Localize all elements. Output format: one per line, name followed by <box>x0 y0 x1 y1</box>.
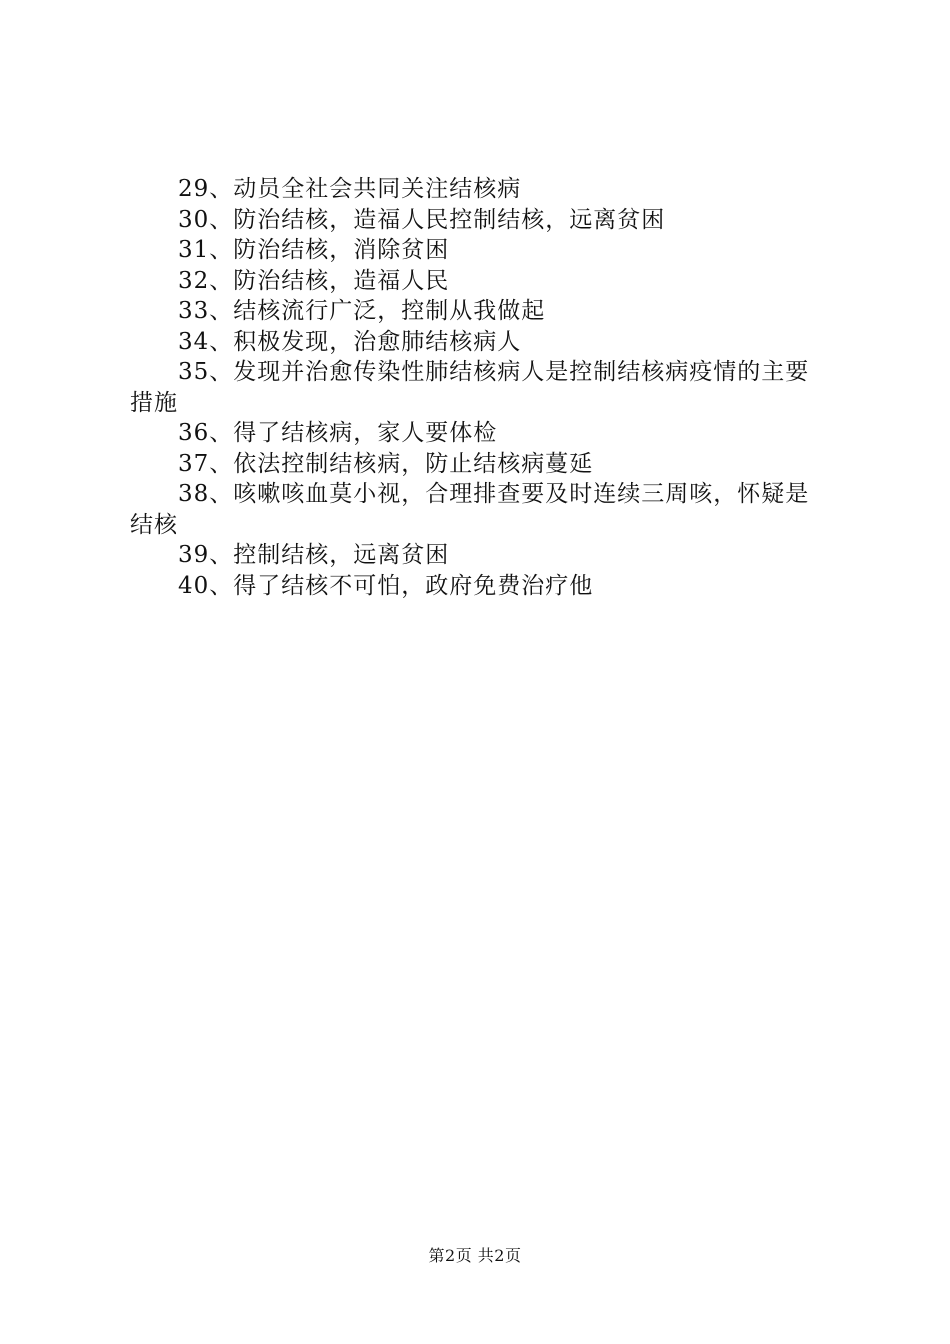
list-item: 32、防治结核，造福人民 <box>178 267 450 294</box>
page-number-footer: 第2页 共2页 <box>428 1246 522 1265</box>
list-item: 30、防治结核，造福人民控制结核，远离贫困 <box>178 206 666 233</box>
list-item: 35、发现并治愈传染性肺结核病人是控制结核病疫情的主要措施 <box>130 359 810 416</box>
list-item: 36、得了结核病，家人要体检 <box>178 420 498 446</box>
list-item: 31、防治结核，消除贫困 <box>178 237 450 263</box>
list-item: 40、得了结核不可怕，政府免费治疗他 <box>178 572 594 599</box>
list-item: 39、控制结核，远离贫困 <box>178 542 450 568</box>
list-item: 29、动员全社会共同关注结核病 <box>178 176 522 202</box>
list-item: 34、积极发现，治愈肺结核病人 <box>178 328 522 355</box>
list-item: 33、结核流行广泛，控制从我做起 <box>178 298 546 324</box>
list-item: 37、依法控制结核病，防止结核病蔓延 <box>178 450 594 477</box>
slogan-list <box>130 174 830 601</box>
list-item: 38、咳嗽咳血莫小视，合理排查要及时连续三周咳，怀疑是结核 <box>130 481 810 538</box>
